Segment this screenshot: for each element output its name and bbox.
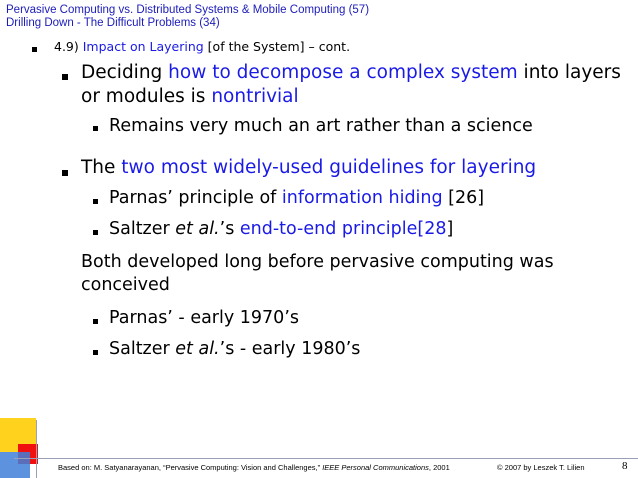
bullet2-sub3: Parnas’ - early 1970’s — [109, 308, 299, 328]
bullet2-sub2 — [109, 219, 453, 239]
bullet2-cont-line2: conceived — [81, 275, 170, 295]
text: ’s — [219, 219, 240, 239]
section-qualifier: [of the System] – cont. — [207, 39, 351, 54]
bullet2-sub1 — [109, 188, 484, 208]
text: or modules is — [81, 86, 212, 107]
journal-name: IEEE Personal Communications — [322, 463, 429, 472]
bullet-marker — [93, 350, 98, 355]
bullet2-cont-line1: Both developed long before pervasive computing was — [81, 252, 554, 272]
text: into layers — [517, 62, 621, 83]
bullet2-line1 — [81, 157, 536, 178]
decorative-vertical-line — [36, 420, 37, 478]
bullet-marker — [32, 47, 37, 52]
text: Parnas’ principle of — [109, 188, 282, 208]
highlight-text: how to decompose a complex system — [168, 62, 518, 83]
highlight-text: end-to-end principle[28 — [239, 219, 447, 239]
bullet-marker — [62, 74, 68, 80]
bullet-marker — [93, 199, 98, 204]
bullet-marker — [93, 126, 98, 131]
highlight-text: nontrivial — [211, 86, 299, 107]
text: Saltzer — [109, 339, 176, 359]
bullet2-sub4 — [109, 339, 360, 359]
text: [26] — [442, 188, 485, 208]
italic-text: et al. — [175, 339, 220, 359]
footer-copyright: © 2007 by Leszek T. Lilien — [497, 463, 585, 472]
highlight-text: two most widely-used guidelines for layering — [121, 157, 537, 178]
highlight-text: information hiding — [281, 188, 443, 208]
bullet1-line2 — [81, 86, 299, 107]
footer-source — [58, 463, 450, 472]
section-number: 4.9) — [54, 39, 79, 54]
text: Deciding — [81, 62, 169, 83]
section-topic: Impact on Layering — [82, 39, 204, 54]
decorative-blue-square — [0, 452, 30, 478]
text: Saltzer — [109, 219, 176, 239]
italic-text: et al. — [175, 219, 220, 239]
text: Based on: M. Satyanarayanan, “Pervasive Computing: Vision and Challenges,” — [58, 463, 323, 472]
bullet1-line1 — [81, 62, 621, 83]
page-number: 8 — [622, 460, 628, 472]
text: , 2001 — [428, 463, 450, 472]
slide-header-subtitle: Drilling Down - The Difficult Problems (34) — [6, 17, 220, 29]
bullet1-sub: Remains very much an art rather than a science — [109, 116, 533, 136]
bullet-marker — [93, 230, 98, 235]
section-line — [54, 39, 350, 54]
slide-header-title: Pervasive Computing vs. Distributed Systems & Mobile Computing (57) — [6, 4, 370, 16]
text: ’s - early 1980’s — [219, 339, 361, 359]
footer-divider — [14, 458, 638, 459]
text: ] — [446, 219, 454, 239]
bullet-marker — [93, 319, 98, 324]
text: The — [81, 157, 122, 178]
bullet-marker — [62, 170, 68, 176]
